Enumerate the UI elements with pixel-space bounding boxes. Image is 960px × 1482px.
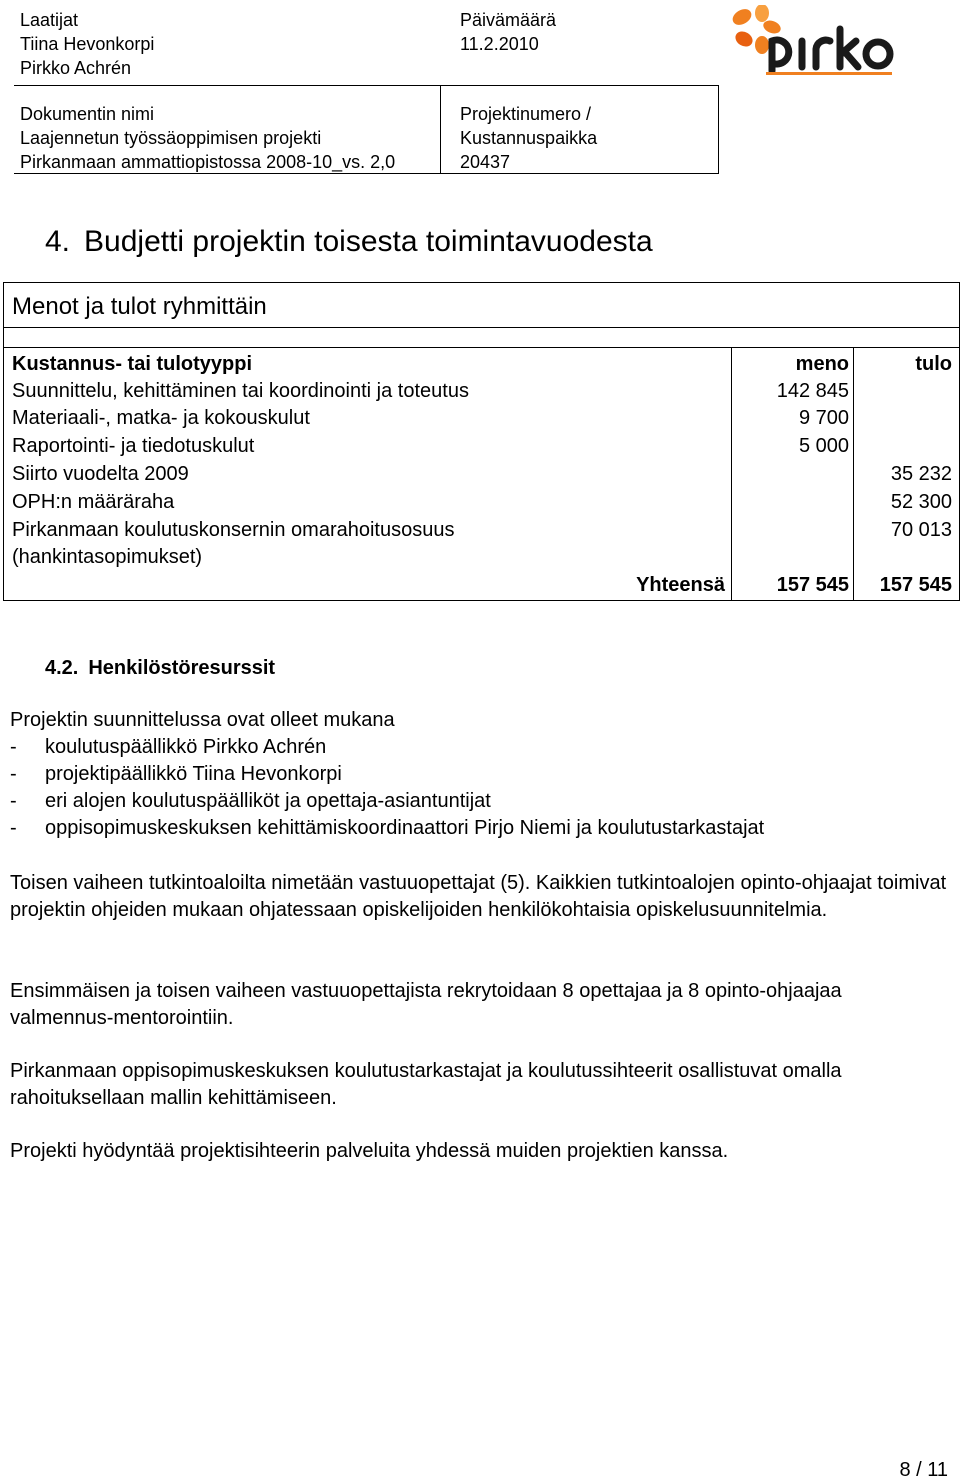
author-name: Tiina Hevonkorpi xyxy=(20,34,155,54)
list-item-text: koulutuspäällikkö Pirkko Achrén xyxy=(45,736,327,758)
total-label: Yhteensä xyxy=(636,574,725,596)
budget-table xyxy=(3,282,960,601)
body-paragraph: Toisen vaiheen tutkintoaloilta nimetään vastuuopettajat (5). Kaikkien tutkintoalojen opinto-ohjaajat toimivat projektin ohjeiden mukaan ohjatessaan opiskelijoiden henkilökohtaisia opiskelusuunnitelmia. xyxy=(10,872,947,921)
total-expense: 157 545 xyxy=(776,574,849,596)
list-item-text: oppisopimuskeskuksen kehittämiskoordinaattori Pirjo Niemi ja koulutustarkastajat xyxy=(45,817,765,839)
project-label: Kustannuspaikka xyxy=(460,128,598,148)
table-rule xyxy=(4,347,959,348)
row-income: 70 013 xyxy=(890,519,952,541)
list-item: - koulutuspäällikkö Pirkko Achrén xyxy=(10,736,327,758)
column-header-income: tulo xyxy=(915,353,952,375)
row-type: Raportointi- ja tiedotuskulut xyxy=(12,435,255,457)
table-row xyxy=(4,489,959,516)
list-intro: Projektin suunnittelussa ovat olleet mukana xyxy=(10,709,395,731)
row-expense: 5 000 xyxy=(798,435,849,457)
row-income: 52 300 xyxy=(890,491,952,513)
row-type: Siirto vuodelta 2009 xyxy=(12,463,189,485)
table-row xyxy=(4,517,959,571)
column-header-expense: meno xyxy=(795,353,849,375)
body-paragraph: Projekti hyödyntää projektisihteerin palveluita yhdessä muiden projektien kanssa. xyxy=(10,1140,729,1162)
column-header-type: Kustannus- tai tulotyyppi xyxy=(12,353,252,375)
table-row xyxy=(4,405,959,432)
document-label: Dokumentin nimi xyxy=(20,104,155,124)
subsection-title: Henkilöstöresurssit xyxy=(88,657,276,679)
list-item: - projektipäällikkö Tiina Hevonkorpi xyxy=(10,763,342,785)
section-heading xyxy=(45,222,653,262)
document-name: Pirkanmaan ammattiopistossa 2008-10_vs. 2,0 xyxy=(20,152,396,172)
table-total-row xyxy=(4,572,959,599)
total-income: 157 545 xyxy=(879,574,952,596)
table-header-row xyxy=(4,351,959,378)
authors-label: Laatijat xyxy=(20,10,79,30)
row-expense: 142 845 xyxy=(776,380,849,402)
logo-wordmark xyxy=(772,29,890,71)
list-item-text: projektipäällikkö Tiina Hevonkorpi xyxy=(45,763,342,785)
row-type: Pirkanmaan koulutuskonsernin omarahoitusosuus (hankintasopimukset) xyxy=(12,519,455,568)
table-row xyxy=(4,378,959,405)
table-title: Menot ja tulot ryhmittäin xyxy=(12,293,267,320)
document-name-cell xyxy=(20,102,395,174)
project-number-cell xyxy=(460,102,597,174)
row-type: OPH:n määräraha xyxy=(12,491,175,513)
row-expense: 9 700 xyxy=(798,407,849,429)
header-divider xyxy=(14,85,719,86)
subsection-heading xyxy=(45,655,275,681)
subsection-number: 4.2. xyxy=(45,657,79,679)
document-name: Laajennetun työssäoppimisen projekti xyxy=(20,128,322,148)
body-paragraph: Ensimmäisen ja toisen vaiheen vastuuopettajista rekrytoidaan 8 opettajaa ja 8 opinto-ohjaajaa valmennus-mentorointiin. xyxy=(10,980,842,1029)
header-divider xyxy=(718,85,719,173)
project-label: Projektinumero / xyxy=(460,104,592,124)
body-paragraph: Pirkanmaan oppisopimuskeskuksen koulutustarkastajat ja koulutussihteerit osallistuvat omalla rahoituksellaan mallin kehittämiseen. xyxy=(10,1060,842,1109)
list-item-text: eri alojen koulutuspäälliköt ja opettaja-asiantuntijat xyxy=(45,790,491,812)
date-cell xyxy=(460,8,556,56)
table-rule xyxy=(4,327,959,328)
page-number: 8 / 11 xyxy=(899,1459,948,1481)
header-divider xyxy=(440,85,441,173)
row-type: Suunnittelu, kehittäminen tai koordinointi ja toteutus xyxy=(12,380,469,402)
date-value: 11.2.2010 xyxy=(460,34,539,54)
row-type: Materiaali-, matka- ja kokouskulut xyxy=(12,407,310,429)
table-row xyxy=(4,433,959,460)
author-name: Pirkko Achrén xyxy=(20,58,132,78)
project-number: 20437 xyxy=(460,152,511,172)
pirko-logo xyxy=(726,5,896,77)
logo-tagline-bar xyxy=(766,72,892,75)
document-header xyxy=(0,0,960,175)
section-title: Budjetti projektin toisesta toimintavuodesta xyxy=(84,225,653,258)
date-label: Päivämäärä xyxy=(460,10,557,30)
section-number: 4. xyxy=(45,225,71,258)
row-income: 35 232 xyxy=(890,463,952,485)
participants-list xyxy=(10,707,764,842)
list-item: - oppisopimuskeskuksen kehittämiskoordinaattori Pirjo Niemi ja koulutustarkastajat xyxy=(10,817,765,839)
list-item: - eri alojen koulutuspäälliköt ja opettaja-asiantuntijat xyxy=(10,790,491,812)
table-row xyxy=(4,461,959,488)
authors-cell xyxy=(20,8,154,80)
